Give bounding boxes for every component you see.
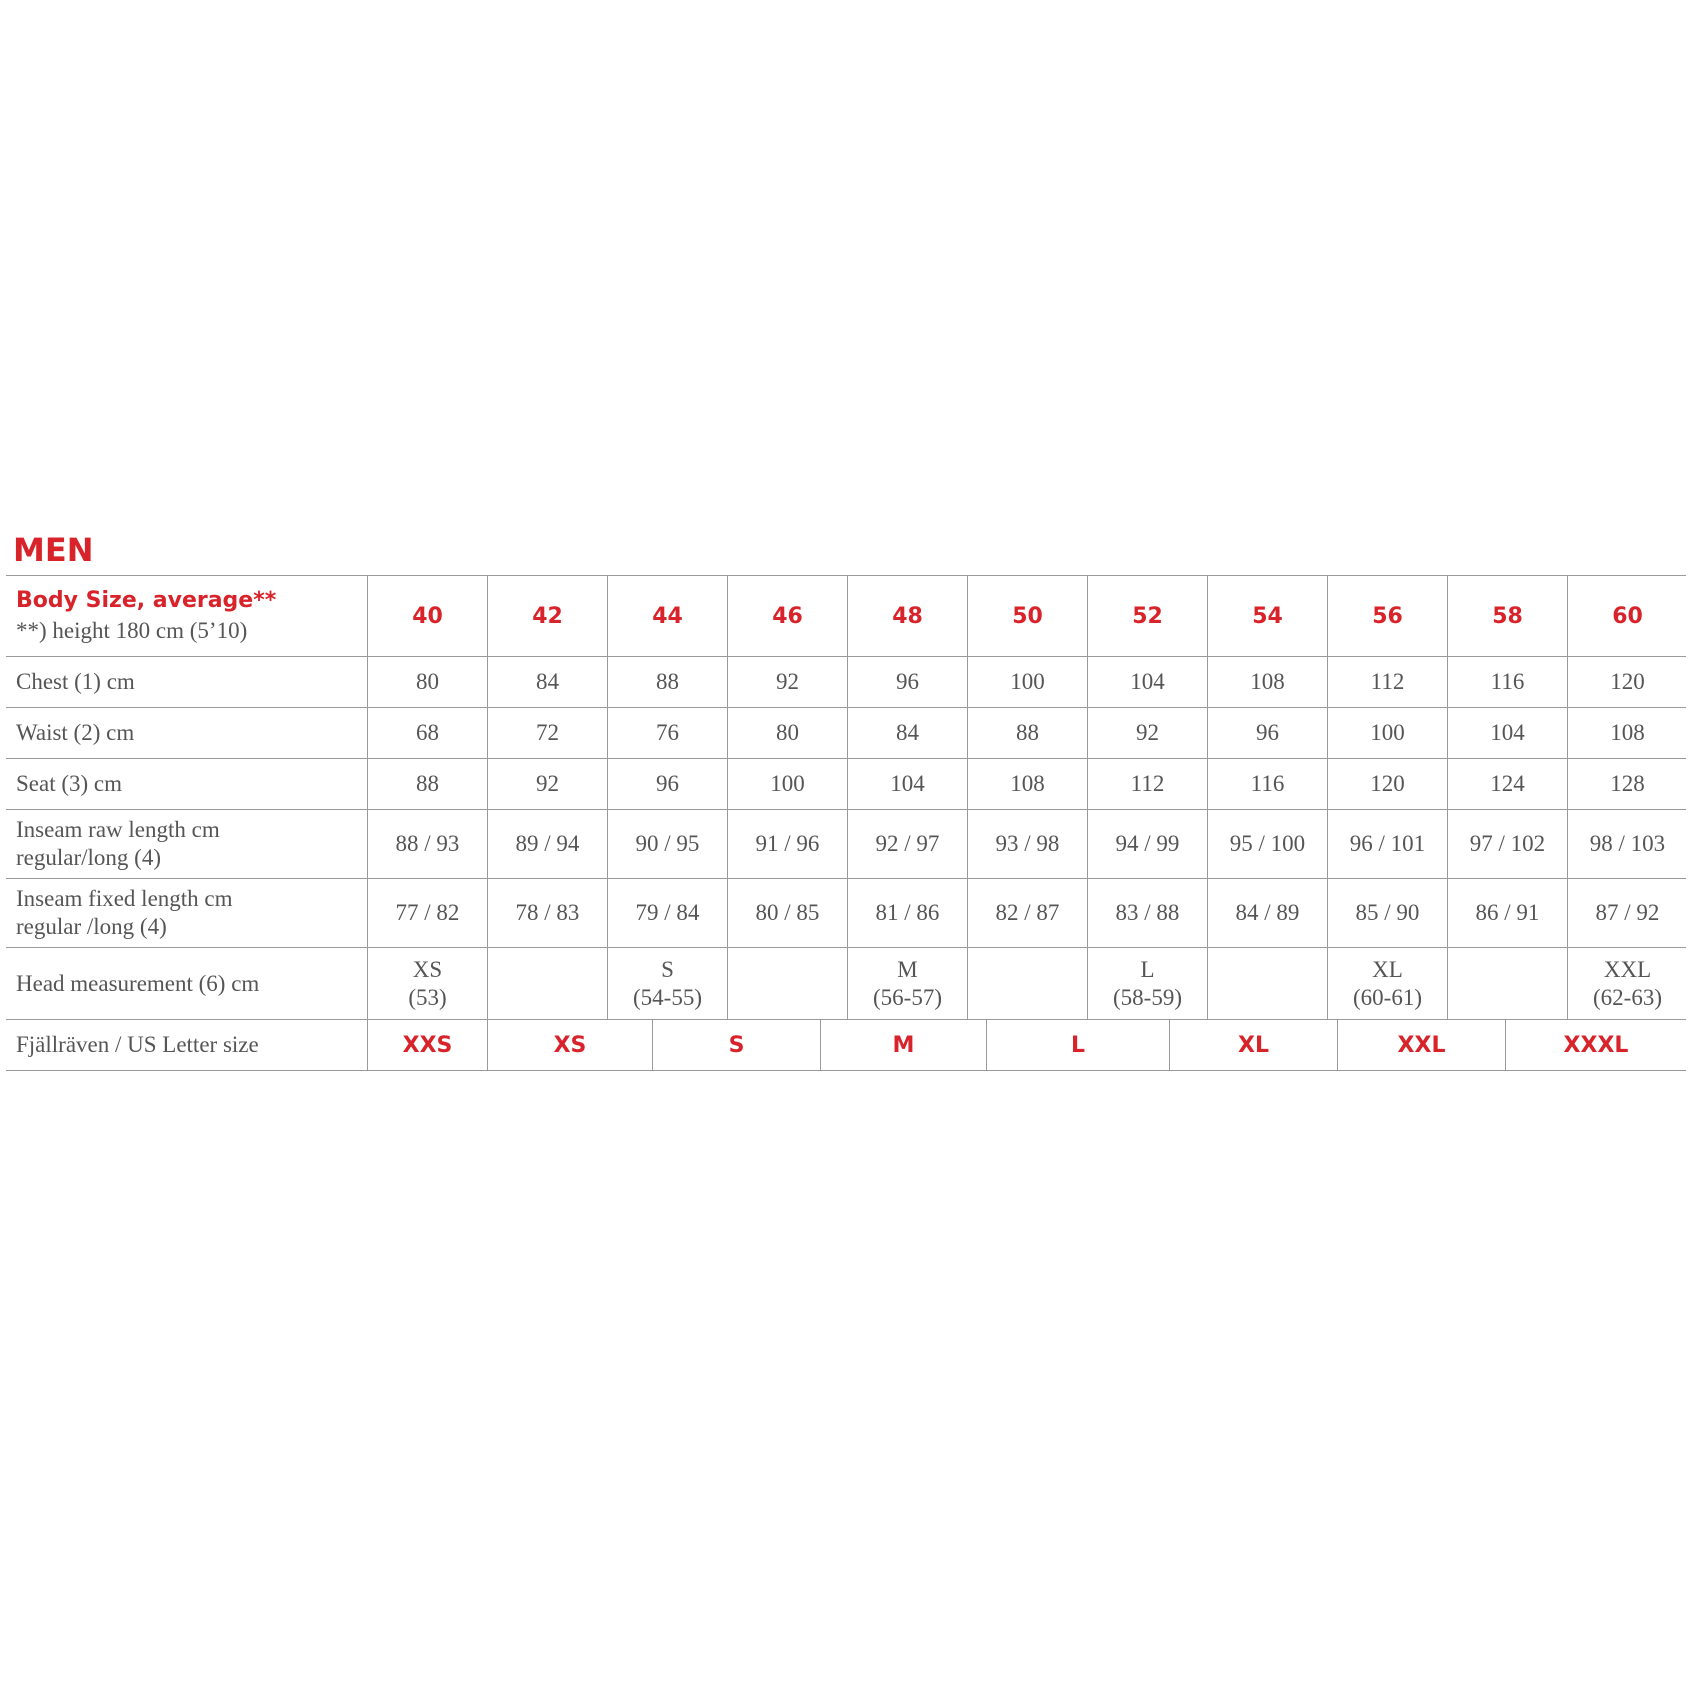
head-size-cell [487,948,607,1019]
row-label-line: Head measurement (6) cm [16,970,260,996]
size-header-60: 60 [1567,576,1687,656]
letter-size-row [6,1020,1686,1071]
table-cell: 104 [1087,657,1207,707]
letter-size-M: M [820,1020,986,1070]
head-size-value [1113,956,1182,1012]
table-cell: 116 [1447,657,1567,707]
chart-title: MEN [13,531,94,569]
table-cell: 94 / 99 [1087,810,1207,878]
table-cell: 87 / 92 [1567,879,1687,947]
table-cell: 91 / 96 [727,810,847,878]
table-cell: 112 [1087,759,1207,809]
letter-size-XS: XS [487,1020,652,1070]
table-cell: 93 / 98 [967,810,1087,878]
head-letter: XS [412,956,443,982]
table-row [6,759,1686,810]
table-cell: 84 [487,657,607,707]
table-cell: 100 [727,759,847,809]
table-cell: 124 [1447,759,1567,809]
row-label-line: Inseam raw length cm [16,817,220,842]
head-letter: XXL [1603,956,1652,982]
size-header-48: 48 [847,576,967,656]
table-cell: 100 [1327,708,1447,758]
table-cell: 88 [367,759,487,809]
table-cell: 96 [1207,708,1327,758]
table-row [6,657,1686,708]
head-size-cell [1087,948,1207,1019]
table-cell: 96 [607,759,727,809]
body-size-heading: Body Size, average** [16,588,277,613]
table-cell: 104 [1447,708,1567,758]
head-range: (53) [408,984,447,1010]
size-header-52: 52 [1087,576,1207,656]
head-size-value [1593,956,1662,1012]
table-cell: 96 [847,657,967,707]
table-cell: 78 / 83 [487,879,607,947]
table-cell: 72 [487,708,607,758]
row-label [16,879,233,947]
size-header-40: 40 [367,576,487,656]
height-note: **) height 180 cm (5’10) [16,618,248,643]
row-label [16,948,259,1019]
table-cell: 82 / 87 [967,879,1087,947]
head-letter: XL [1372,956,1403,982]
table-cell: 84 [847,708,967,758]
row-label-line: Inseam fixed length cm [16,886,233,911]
head-size-cell [607,948,727,1019]
letter-size-XXS: XXS [367,1020,487,1070]
row-label [16,657,135,707]
table-cell: 68 [367,708,487,758]
table-cell: 90 / 95 [607,810,727,878]
head-size-cell [1207,948,1327,1019]
table-cell: 88 [607,657,727,707]
table-cell: 81 / 86 [847,879,967,947]
letter-size-XXL: XXL [1337,1020,1505,1070]
head-letter: S [661,956,674,982]
table-cell: 120 [1567,657,1687,707]
row-label-line: regular /long (4) [16,914,167,939]
size-header-44: 44 [607,576,727,656]
table-cell: 92 [727,657,847,707]
table-row [6,810,1686,879]
size-header-50: 50 [967,576,1087,656]
head-size-cell [1327,948,1447,1019]
table-cell: 77 / 82 [367,879,487,947]
table-cell: 89 / 94 [487,810,607,878]
head-range: (62-63) [1593,984,1662,1010]
table-cell: 80 [727,708,847,758]
table-cell: 97 / 102 [1447,810,1567,878]
letter-size-XXXL: XXXL [1505,1020,1686,1070]
table-cell: 84 / 89 [1207,879,1327,947]
table-cell: 76 [607,708,727,758]
table-cell: 108 [967,759,1087,809]
header-row [6,575,1686,657]
table-cell: 92 [1087,708,1207,758]
row-label [16,810,220,878]
row-label [16,1020,259,1070]
row-label-line: regular/long (4) [16,845,161,870]
head-size-cell [1447,948,1567,1019]
table-cell: 80 [367,657,487,707]
head-size-cell [727,948,847,1019]
row-label-line: Waist (2) cm [16,720,135,745]
row-label [16,708,134,758]
letter-size-S: S [652,1020,820,1070]
size-header-58: 58 [1447,576,1567,656]
table-cell: 108 [1567,708,1687,758]
row-label-line: Fjällräven / US Letter size [16,1032,259,1057]
head-size-cell [847,948,967,1019]
table-cell: 92 / 97 [847,810,967,878]
table-cell: 104 [847,759,967,809]
head-size-cell [367,948,487,1019]
head-range: (58-59) [1113,984,1182,1010]
table-cell: 88 [967,708,1087,758]
table-cell: 108 [1207,657,1327,707]
size-header-42: 42 [487,576,607,656]
table-cell: 83 / 88 [1087,879,1207,947]
head-letter: L [1140,956,1155,982]
head-range: (56-57) [873,984,942,1010]
head-range: (60-61) [1353,984,1422,1010]
letter-size-XL: XL [1169,1020,1337,1070]
table-cell: 86 / 91 [1447,879,1567,947]
head-range: (54-55) [633,984,702,1010]
header-label [16,576,276,656]
head-measurement-row [6,948,1686,1020]
head-size-value [873,956,942,1012]
letter-size-L: L [986,1020,1169,1070]
table-row [6,708,1686,759]
table-cell: 96 / 101 [1327,810,1447,878]
head-size-cell [967,948,1087,1019]
table-cell: 80 / 85 [727,879,847,947]
table-row [6,879,1686,948]
head-size-value [1353,956,1422,1012]
head-size-cell [1567,948,1687,1019]
size-chart [6,531,1686,1071]
table-cell: 120 [1327,759,1447,809]
head-size-value [408,956,446,1012]
table-cell: 85 / 90 [1327,879,1447,947]
table-cell: 92 [487,759,607,809]
head-letter: M [897,956,918,982]
table-cell: 95 / 100 [1207,810,1327,878]
size-table [6,575,1686,1071]
table-cell: 112 [1327,657,1447,707]
size-header-56: 56 [1327,576,1447,656]
row-label-line: Chest (1) cm [16,669,135,694]
head-size-value [633,956,702,1012]
table-cell: 128 [1567,759,1687,809]
size-header-54: 54 [1207,576,1327,656]
row-label [16,759,122,809]
size-header-46: 46 [727,576,847,656]
table-cell: 88 / 93 [367,810,487,878]
row-label-line: Seat (3) cm [16,771,123,796]
table-cell: 116 [1207,759,1327,809]
table-cell: 100 [967,657,1087,707]
table-cell: 79 / 84 [607,879,727,947]
table-cell: 98 / 103 [1567,810,1687,878]
